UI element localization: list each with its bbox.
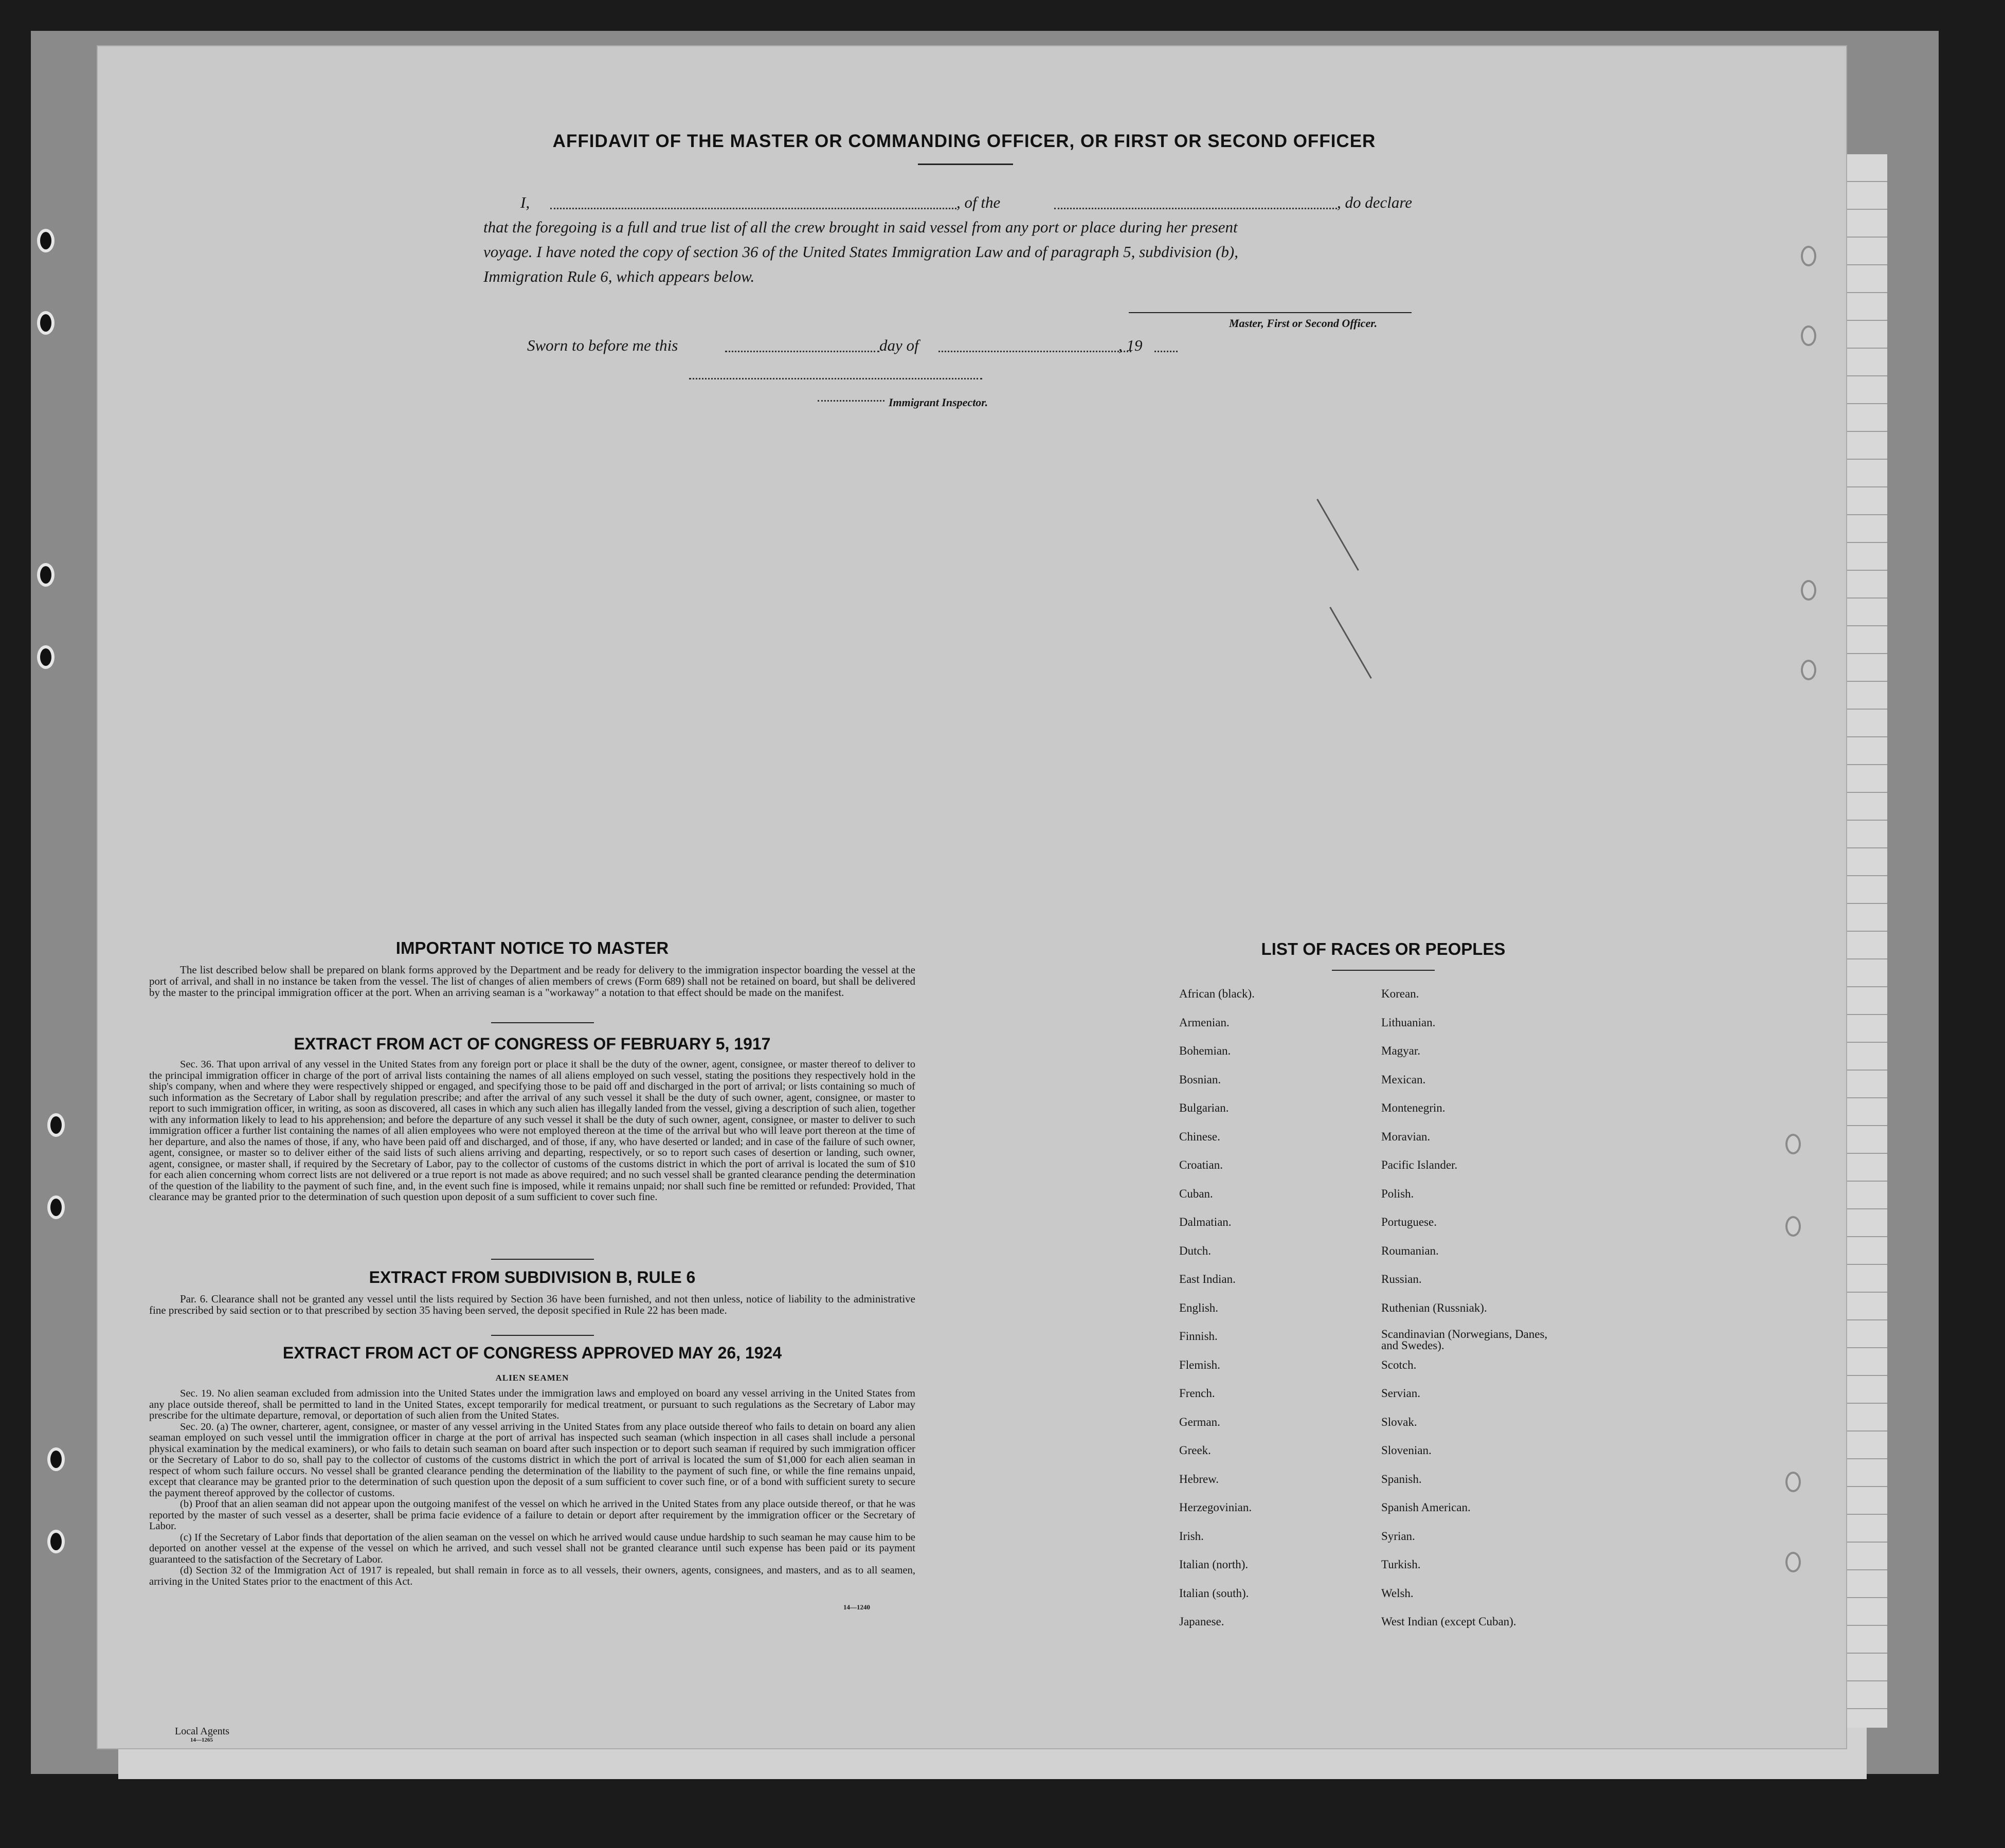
race-item: Dalmatian. bbox=[1179, 1216, 1232, 1228]
race-item: Italian (north). bbox=[1179, 1558, 1249, 1571]
section-36-paragraph: Sec. 36. That upon arrival of any vessel in the United States from any foreign port or place it shall be the duty of the owner, agent, consignee, or master thereof to deliver to the principal immigration officer in charge of the port of arrival lists containing the names of all aliens employed on such vessel, stating the positions they respectively hold in the ship's company, when and where they were respectively shipped or engaged, and specifying those to be paid off and discharged in the port of arrival; or lists containing so much of such information as the Secretary of Labor shall by regulation prescribe; and after the arrival of any such vessel it shall be the duty of such owner, agent, consignee, or master to report to such immigration officer, in writing, as soon as discovered, all cases in which any such alien has illegally landed from the vessel, giving a description of such alien, together with any information likely to lead to his apprehension; and before the departure of any such vessel it shall be the duty of such owner, agent, consignee, or master to deliver to such immigration officer a further list containing the names of all alien employees who were not employed thereon at the time of the arrival but who will leave port thereon at the time of her departure, and also the names of those, if any, who have been paid off and discharged, and of those, if any, who have deserted or landed; and in case of the failure of such owner, agent, consignee, or master so to deliver either of the said lists of such aliens arriving and departing, respectively, or so to report such cases of desertion or landing, such owner, agent, consignee, or master shall, if required by the Secretary of Labor, pay to the collector of customs of the customs district in which the port of arrival is located the sum of $10 for each alien concerning whom correct lists are not delivered or a true report is not made as above required; and no such vessel shall be granted clearance pending the determination of the question of the liability to the payment of such fine, and, in the event such fine is imposed, while it remains unpaid; nor shall such fine be remitted or refunded: Provided, That clearance may be granted prior to the determination of such question upon deposit of a sum sufficient to cover such fine. bbox=[149, 1059, 915, 1203]
affidavit-do-declare: , do declare bbox=[1337, 193, 1413, 211]
races-left-column bbox=[1179, 986, 1375, 1643]
local-agents-label: Local Agents bbox=[175, 1726, 230, 1737]
race-item: Spanish. bbox=[1381, 1472, 1422, 1485]
binder-hole bbox=[37, 645, 55, 669]
sec-20b-paragraph: (b) Proof that an alien seaman did not appear upon the outgoing manifest of the vessel on which he arrived in the United States from any place outside thereof, or that he was reported by the master of such vessel as a deserter, shall be prima facie evidence of a failure to detain or deport after requirement by the immigration officer or the Secretary of Labor. bbox=[149, 1498, 915, 1532]
race-item: Irish. bbox=[1179, 1529, 1204, 1543]
divider bbox=[491, 1259, 594, 1260]
binder-hole bbox=[47, 1113, 65, 1137]
race-item: Bosnian. bbox=[1179, 1073, 1221, 1086]
race-item: Montenegrin. bbox=[1381, 1101, 1446, 1114]
race-item: African (black). bbox=[1179, 987, 1255, 1000]
race-item: Servian. bbox=[1381, 1387, 1421, 1400]
binder-hole bbox=[1785, 1552, 1801, 1572]
sworn-day-field[interactable] bbox=[725, 351, 879, 352]
extract-1917-title: EXTRACT FROM ACT OF CONGRESS OF FEBRUARY 5, 1917 bbox=[294, 1035, 771, 1053]
race-item: Bohemian. bbox=[1179, 1044, 1231, 1057]
race-item: Magyar. bbox=[1381, 1044, 1421, 1057]
alien-seamen-subtitle: ALIEN SEAMEN bbox=[495, 1373, 569, 1383]
race-item: Flemish. bbox=[1179, 1358, 1220, 1371]
form-number: 14—1240 bbox=[843, 1603, 870, 1611]
sworn-label: Sworn to before me this bbox=[527, 336, 678, 354]
binder-hole bbox=[1801, 246, 1816, 266]
binder-hole bbox=[37, 229, 55, 252]
sworn-month-field[interactable] bbox=[938, 351, 1131, 352]
binder-hole bbox=[37, 311, 55, 335]
race-item: Pacific Islander. bbox=[1381, 1158, 1458, 1171]
vessel-field[interactable] bbox=[1054, 208, 1337, 209]
affidavit-i: I, bbox=[520, 193, 530, 211]
race-item: German. bbox=[1179, 1415, 1220, 1428]
extract-1924-title: EXTRACT FROM ACT OF CONGRESS APPROVED MAY 26, 1924 bbox=[282, 1344, 782, 1362]
race-item: Portuguese. bbox=[1381, 1216, 1437, 1228]
year-prefix: , 19 bbox=[1118, 336, 1143, 354]
inspector-signature-label: Immigrant Inspector. bbox=[889, 396, 988, 409]
race-item: Cuban. bbox=[1179, 1187, 1213, 1200]
master-signature-line[interactable] bbox=[1129, 312, 1412, 313]
race-item: Italian (south). bbox=[1179, 1586, 1249, 1600]
binder-hole bbox=[1785, 1134, 1801, 1154]
divider bbox=[1332, 970, 1435, 971]
sworn-year-field[interactable] bbox=[1154, 351, 1178, 352]
name-field[interactable] bbox=[550, 208, 956, 209]
race-item: Japanese. bbox=[1179, 1615, 1224, 1628]
rule-6-paragraph: Par. 6. Clearance shall not be granted any vessel until the lists required by Section 36 have been furnished, and not then unless, notice of liability to the administrative fine prescribed by said section or to that prescribed by section 35 having been served, the deposit specified in Rule 22 has been made. bbox=[149, 1293, 915, 1316]
master-signature-label: Master, First or Second Officer. bbox=[1229, 317, 1378, 330]
race-item: Turkish. bbox=[1381, 1558, 1421, 1571]
binder-hole bbox=[47, 1530, 65, 1553]
race-item: Moravian. bbox=[1381, 1130, 1431, 1143]
title-underline bbox=[918, 164, 1013, 165]
sec-20a-paragraph: Sec. 20. (a) The owner, charterer, agent, consignee, or master of any vessel arriving in the United States from any place outside thereof who fails to detain on board any alien seaman employed on such vessel until the immigration officer in charge at the port of arrival has inspected such seaman (which inspection in all cases shall include a personal physical examination by the medical examiners), or who fails to detain such seaman on board after such inspection or to deport such seaman if required by such immigration officer or the Secretary of Labor to do so, shall pay to the collector of customs of the customs district in which the port of arrival is located the sum of $1,000 for each alien seaman in respect of whom such failure occurs. No vessel shall be granted clearance pending the determination of the liability to the payment of such fine, or while the fine remains unpaid, except that clearance may be granted prior to the determination of such question upon the deposit of a sum sufficient to cover such fine, or of a bond with sufficient surety to secure the payment thereof approved by the collector of customs. bbox=[149, 1421, 915, 1499]
binder-hole bbox=[1785, 1216, 1801, 1237]
race-item: Scandinavian (Norwegians, Danes, and Swedes). bbox=[1381, 1328, 1548, 1352]
day-of-label: day of bbox=[879, 336, 919, 354]
binder-hole bbox=[47, 1195, 65, 1219]
race-item: Armenian. bbox=[1179, 1016, 1230, 1029]
rule-6-title: EXTRACT FROM SUBDIVISION B, RULE 6 bbox=[369, 1268, 696, 1287]
affidavit-of-the: , of the bbox=[956, 193, 1001, 211]
race-item: Spanish American. bbox=[1381, 1501, 1471, 1514]
race-item: West Indian (except Cuban). bbox=[1381, 1615, 1516, 1628]
race-item: Korean. bbox=[1381, 987, 1419, 1000]
notice-title: IMPORTANT NOTICE TO MASTER bbox=[395, 938, 669, 957]
race-item: Roumanian. bbox=[1381, 1244, 1439, 1257]
race-item: Mexican. bbox=[1381, 1073, 1426, 1086]
sec-20c-paragraph: (c) If the Secretary of Labor finds that deportation of the alien seaman on the vessel on which he arrived would cause undue hardship to such seaman he may cause him to be deported on another vessel at the expense of the vessel on which he arrived, and such vessel shall not be granted clearance until such expense has been paid or its payment guaranteed to the satisfaction of the Secretary of Labor. bbox=[149, 1531, 915, 1565]
race-item: Finnish. bbox=[1179, 1330, 1218, 1343]
binder-hole bbox=[1801, 325, 1816, 346]
inspector-signature-line[interactable] bbox=[689, 378, 982, 379]
binder-hole bbox=[1801, 580, 1816, 601]
affidavit-line-3: voyage. I have noted the copy of section 36 of the United States Immigration Law and of paragraph 5, subdivision (b), bbox=[483, 243, 1238, 261]
race-item: Hebrew. bbox=[1179, 1472, 1219, 1485]
race-item: Welsh. bbox=[1381, 1586, 1414, 1600]
race-item: Polish. bbox=[1381, 1187, 1414, 1200]
divider bbox=[491, 1022, 594, 1023]
races-title: LIST OF RACES OR PEOPLES bbox=[1261, 939, 1506, 958]
race-item: Russian. bbox=[1381, 1273, 1422, 1285]
race-item: Croatian. bbox=[1179, 1158, 1223, 1171]
divider bbox=[491, 1335, 594, 1336]
extract-1917-body bbox=[149, 1059, 915, 1203]
affidavit-line-2: that the foregoing is a full and true list of all the crew brought in said vessel from any port or place during her present bbox=[483, 218, 1238, 236]
sec-20d-paragraph: (d) Section 32 of the Immigration Act of 1917 is repealed, but shall remain in force as to all vessels, their owners, agents, consignees, and masters, and as to all seamen, arriving in the United States prior to the enactment of this Act. bbox=[149, 1565, 915, 1587]
binder-hole bbox=[1785, 1472, 1801, 1492]
underlying-ruled-page-edge bbox=[1846, 154, 1887, 1728]
race-item: Scotch. bbox=[1381, 1358, 1417, 1371]
inspector-dotted-lead bbox=[818, 400, 884, 402]
race-item: Greek. bbox=[1179, 1444, 1211, 1457]
extract-1924-body bbox=[149, 1388, 915, 1587]
affidavit-line-4: Immigration Rule 6, which appears below. bbox=[483, 267, 755, 285]
race-item: Herzegovinian. bbox=[1179, 1501, 1252, 1514]
race-item: Lithuanian. bbox=[1381, 1016, 1436, 1029]
race-item: Dutch. bbox=[1179, 1244, 1211, 1257]
race-item: Slovak. bbox=[1381, 1415, 1417, 1428]
race-item: Bulgarian. bbox=[1179, 1101, 1229, 1114]
notice-body bbox=[149, 964, 915, 998]
race-item: Chinese. bbox=[1179, 1130, 1220, 1143]
binder-hole bbox=[47, 1447, 65, 1471]
notice-paragraph: The list described below shall be prepared on blank forms approved by the Department and be ready for delivery to the immigration inspector boarding the vessel at the port of arrival, and shall in no instance be taken from the vessel. The list of changes of alien members of crews (Form 689) shall not be retained on board, but shall be delivered by the master to the principal immigration officer at the port. When an arriving seaman is a "workaway" a notation to that effect should be made on the manifest. bbox=[149, 964, 915, 999]
race-item: English. bbox=[1179, 1301, 1219, 1314]
affidavit-title: AFFIDAVIT OF THE MASTER OR COMMANDING OFFICER, OR FIRST OR SECOND OFFICER bbox=[552, 131, 1376, 151]
race-item: Ruthenian (Russniak). bbox=[1381, 1301, 1487, 1314]
rule-6-body bbox=[149, 1293, 915, 1316]
race-item: Slovenian. bbox=[1381, 1444, 1432, 1457]
local-agents-form-number: 14—1265 bbox=[190, 1737, 213, 1743]
race-item: Syrian. bbox=[1381, 1529, 1415, 1543]
sec-19-paragraph: Sec. 19. No alien seaman excluded from admission into the United States under the immigration laws and employed on board any vessel arriving in the United States from any place outside thereof, shall be permitted to land in the United States, except temporarily for medical treatment, or pursuant to such regulations as the Secretary of Labor may prescribe for the ultimate departure, removal, or deportation of such alien from the United States. bbox=[149, 1388, 915, 1421]
binder-hole bbox=[1801, 660, 1816, 680]
binder-hole bbox=[37, 563, 55, 587]
races-right-column bbox=[1381, 986, 1597, 1643]
race-item: East Indian. bbox=[1179, 1273, 1236, 1285]
race-item: French. bbox=[1179, 1387, 1215, 1400]
